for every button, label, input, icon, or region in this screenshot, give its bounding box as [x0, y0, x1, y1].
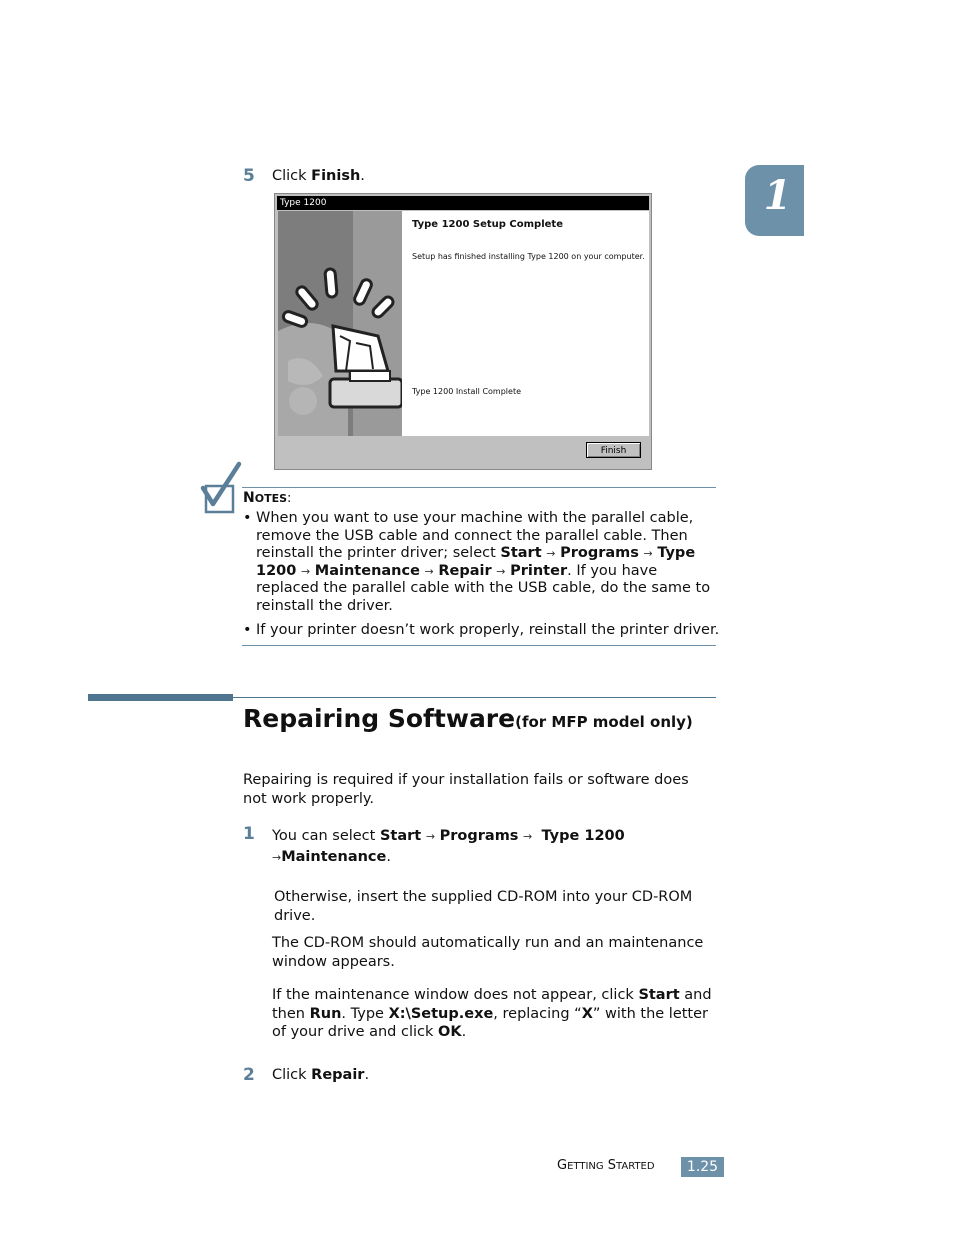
step-bold: Finish: [311, 168, 361, 184]
bullet: •: [243, 510, 252, 526]
step-programs: Programs: [439, 828, 519, 844]
intro-paragraph: Repairing is required if your installation fails or software does not work properly.: [243, 772, 689, 807]
step-text: Click: [272, 1067, 312, 1083]
arrow-icon: →: [424, 564, 434, 578]
section-bar: [88, 694, 233, 701]
notes-title-initial: N: [243, 490, 255, 506]
step-text-end: .: [360, 168, 365, 184]
run-start: Start: [638, 987, 680, 1003]
notes-title-colon: :: [287, 491, 292, 506]
step-1-text: [272, 826, 692, 868]
footer-rest: ETTING: [567, 1161, 604, 1172]
note-item: [243, 510, 713, 615]
window-message: Setup has finished installing Type 1200 on your computer.: [412, 252, 645, 261]
window-content: [402, 211, 649, 436]
window-title: Type 1200: [277, 196, 649, 210]
step-type1200: Type 1200: [541, 828, 625, 844]
step-number: 2: [243, 1065, 255, 1085]
step-text-end: .: [364, 1067, 370, 1083]
footer-section-name: [557, 1158, 655, 1173]
run-text: ” with the letter of your drive and click: [272, 1005, 708, 1040]
printer-illustration: [278, 211, 402, 436]
printer-icon: [278, 211, 402, 436]
notes-title: [243, 490, 291, 506]
step-maintenance: Maintenance: [281, 849, 387, 865]
step-5: [243, 166, 365, 186]
note-text: If your printer doesn’t work properly, reinstall the printer driver.: [256, 622, 720, 638]
run-text: , replacing “: [493, 1005, 582, 1022]
note-maintenance: Maintenance: [314, 562, 420, 579]
step-1: [243, 824, 255, 844]
run-text: If the maintenance window does not appear, click: [272, 987, 639, 1003]
finish-button[interactable]: Finish: [586, 442, 641, 458]
run-run: Run: [309, 1005, 342, 1022]
step-text-end: .: [386, 849, 391, 865]
section-rule: [233, 697, 716, 698]
run-text: and then: [272, 987, 712, 1022]
run-paragraph: [272, 986, 720, 1042]
step-2: [243, 1065, 370, 1085]
note-printer: Printer: [510, 562, 568, 579]
arrow-icon: →: [425, 830, 436, 843]
notes-top-rule: [242, 487, 716, 488]
run-setup: X:\Setup.exe: [388, 1005, 494, 1022]
step-bold: Repair: [311, 1067, 365, 1083]
arrow-icon: →: [643, 547, 653, 560]
arrow-icon: →: [300, 564, 311, 578]
bullet: •: [243, 622, 252, 638]
otherwise-paragraph: Otherwise, insert the supplied CD-ROM into your CD-ROM drive.: [274, 889, 693, 924]
window-footer: Type 1200 Install Complete: [412, 387, 521, 396]
note-type1200: Type 1200: [256, 545, 696, 579]
arrow-icon: →: [272, 851, 282, 864]
window-heading: Type 1200 Setup Complete: [412, 219, 563, 230]
note-repair: Repair: [438, 562, 492, 579]
footer-rest: TARTED: [616, 1161, 655, 1172]
arrow-icon: →: [496, 564, 506, 578]
step-text: Click: [272, 168, 312, 184]
run-ok: OK: [438, 1024, 462, 1040]
note-text-end: . If you have replaced the parallel cable with the USB cable, do the same to reinstall the driver.: [256, 562, 711, 614]
section-title: [243, 704, 693, 733]
run-text: .: [461, 1024, 467, 1040]
footer-initial: S: [607, 1158, 617, 1173]
setup-complete-screenshot: [274, 193, 652, 470]
footer-initial: G: [557, 1158, 568, 1173]
section-subtitle: (for MFP model only): [515, 713, 693, 731]
run-x: X: [581, 1005, 593, 1022]
arrow-icon: →: [523, 830, 533, 843]
page-number: 1.25: [681, 1157, 724, 1177]
note-text: When you want to use your machine with the parallel cable, remove the USB cable and connect the parallel cable. Then reinstall the printer driver; select: [256, 510, 694, 561]
autorun-paragraph: The CD-ROM should automatically run and an maintenance window appears.: [272, 935, 704, 970]
notes-checkmark-icon: [199, 460, 245, 520]
notes-title-rest: OTES: [254, 492, 288, 505]
note-start: Start: [500, 545, 542, 561]
section-title-text: Repairing Software: [243, 704, 516, 733]
step-text: You can select: [272, 828, 380, 844]
step-number: 5: [243, 166, 255, 186]
chapter-number: 1: [763, 172, 792, 219]
step-start: Start: [379, 828, 422, 844]
note-item: [243, 622, 723, 638]
run-text: . Type: [341, 1005, 389, 1022]
notes-bottom-rule: [242, 645, 716, 646]
step-number: 1: [243, 824, 255, 844]
arrow-icon: →: [546, 547, 556, 560]
note-programs: Programs: [560, 545, 639, 561]
